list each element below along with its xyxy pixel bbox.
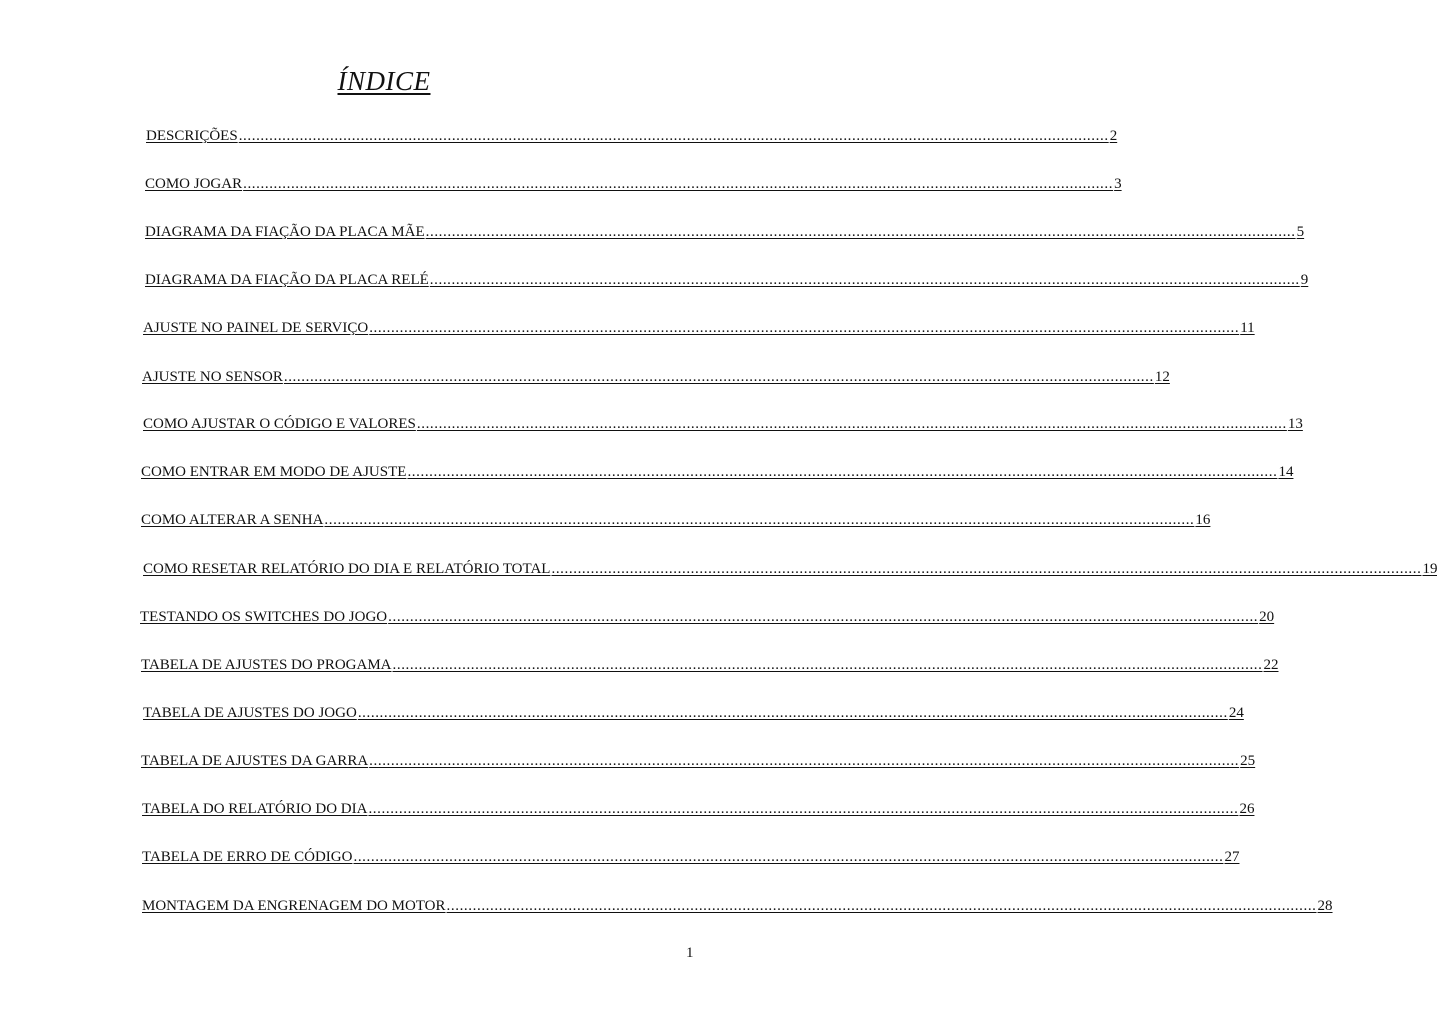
toc-entry-label: TESTANDO OS SWITCHES DO JOGO	[140, 609, 388, 625]
toc-leader: ........................................................................................................................................................................................................	[353, 849, 1224, 865]
toc-entry-label: COMO AJUSTAR O CÓDIGO E VALORES	[143, 416, 416, 432]
toc-leader: ........................................................................................................................................................................................................	[425, 224, 1296, 240]
toc-entry-page: 12	[1154, 369, 1170, 385]
toc-entry-page: 2	[1109, 128, 1118, 144]
toc-entry[interactable]	[143, 561, 1437, 578]
toc-entry-page: 16	[1195, 512, 1211, 528]
toc-entry-page: 9	[1300, 272, 1309, 288]
toc-leader: ........................................................................................................................................................................................................	[238, 128, 1109, 144]
toc-entry[interactable]	[145, 224, 1305, 241]
toc-entry-page: 3	[1114, 176, 1122, 192]
toc-entry[interactable]	[143, 705, 1244, 722]
page-number: 1	[686, 945, 694, 961]
toc-leader: ........................................................................................................................................................................................................	[357, 705, 1228, 721]
toc-entry-page: 27	[1224, 849, 1240, 865]
toc-leader: ........................................................................................................................................................................................................	[283, 369, 1154, 385]
toc-entry-page: 24	[1228, 705, 1244, 721]
toc-entry[interactable]	[145, 272, 1309, 289]
toc-leader: ........................................................................................................................................................................................................	[369, 753, 1240, 769]
toc-entry-label: DIAGRAMA DA FIAÇÃO DA PLACA RELÉ	[145, 272, 429, 288]
toc-entry-label: COMO RESETAR RELATÓRIO DO DIA E RELATÓRIO TOTAL	[143, 561, 551, 577]
toc-entry-page: 13	[1287, 416, 1303, 432]
toc-entry-label: TABELA DE AJUSTES DO JOGO	[143, 705, 357, 721]
page-title: ÍNDICE	[337, 66, 431, 96]
toc-leader: ........................................................................................................................................................................................................	[429, 272, 1300, 288]
toc-entry[interactable]	[143, 320, 1255, 337]
toc-leader: ........................................................................................................................................................................................................	[324, 512, 1195, 528]
toc-entry-label: TABELA DO RELATÓRIO DO DIA	[142, 801, 368, 817]
toc-leader: ........................................................................................................................................................................................................	[446, 898, 1317, 914]
toc-entry-label: TABELA DE AJUSTES DO PROGAMA	[141, 657, 392, 673]
toc-entry-page: 26	[1239, 801, 1255, 817]
toc-entry[interactable]	[141, 512, 1211, 529]
toc-entry[interactable]	[140, 609, 1275, 626]
toc-entry[interactable]	[141, 464, 1294, 481]
toc-entry-label: COMO ENTRAR EM MODO DE AJUSTE	[141, 464, 407, 480]
toc-entry[interactable]	[142, 801, 1255, 818]
toc-entry-label: TABELA DE AJUSTES DA GARRA	[141, 753, 369, 769]
toc-entry-page: 14	[1278, 464, 1294, 480]
toc-entry-page: 11	[1240, 320, 1255, 336]
toc-entry[interactable]	[143, 416, 1303, 433]
toc-entry-page: 25	[1240, 753, 1256, 769]
toc-entry[interactable]	[141, 753, 1256, 770]
toc-entry-page: 5	[1296, 224, 1305, 240]
toc-entry-label: DIAGRAMA DA FIAÇÃO DA PLACA MÃE	[145, 224, 425, 240]
toc-leader: ........................................................................................................................................................................................................	[416, 416, 1287, 432]
toc-entry-page: 28	[1317, 898, 1333, 914]
toc-leader: ........................................................................................................................................................................................................	[368, 801, 1239, 817]
toc-entry[interactable]	[146, 128, 1118, 145]
toc-leader: ........................................................................................................................................................................................................	[551, 561, 1422, 577]
toc-entry[interactable]	[142, 898, 1333, 915]
toc-entry-label: DESCRIÇÕES	[146, 128, 238, 144]
toc-entry-label: COMO JOGAR	[145, 176, 243, 192]
toc-entry-label: MONTAGEM DA ENGRENAGEM DO MOTOR	[142, 898, 446, 914]
toc-entry[interactable]	[142, 849, 1240, 866]
toc-leader: ........................................................................................................................................................................................................	[407, 464, 1278, 480]
toc-leader: ........................................................................................................................................................................................................	[388, 609, 1259, 625]
toc-entry-page: 20	[1259, 609, 1275, 625]
toc-leader: ........................................................................................................................................................................................................	[243, 176, 1114, 192]
toc-entry-label: AJUSTE NO PAINEL DE SERVIÇO	[143, 320, 369, 336]
toc-entry-page: 22	[1263, 657, 1279, 673]
toc-entry[interactable]	[142, 369, 1170, 386]
toc-leader: ........................................................................................................................................................................................................	[392, 657, 1263, 673]
toc-entry-page: 19	[1422, 561, 1437, 577]
toc-entry-label: TABELA DE ERRO DE CÓDIGO	[142, 849, 353, 865]
toc-entry-label: COMO ALTERAR A SENHA	[141, 512, 324, 528]
toc-entry[interactable]	[141, 657, 1279, 674]
toc-entry[interactable]	[145, 176, 1122, 193]
toc-leader: ........................................................................................................................................................................................................	[369, 320, 1240, 336]
toc-entry-label: AJUSTE NO SENSOR	[142, 369, 283, 385]
